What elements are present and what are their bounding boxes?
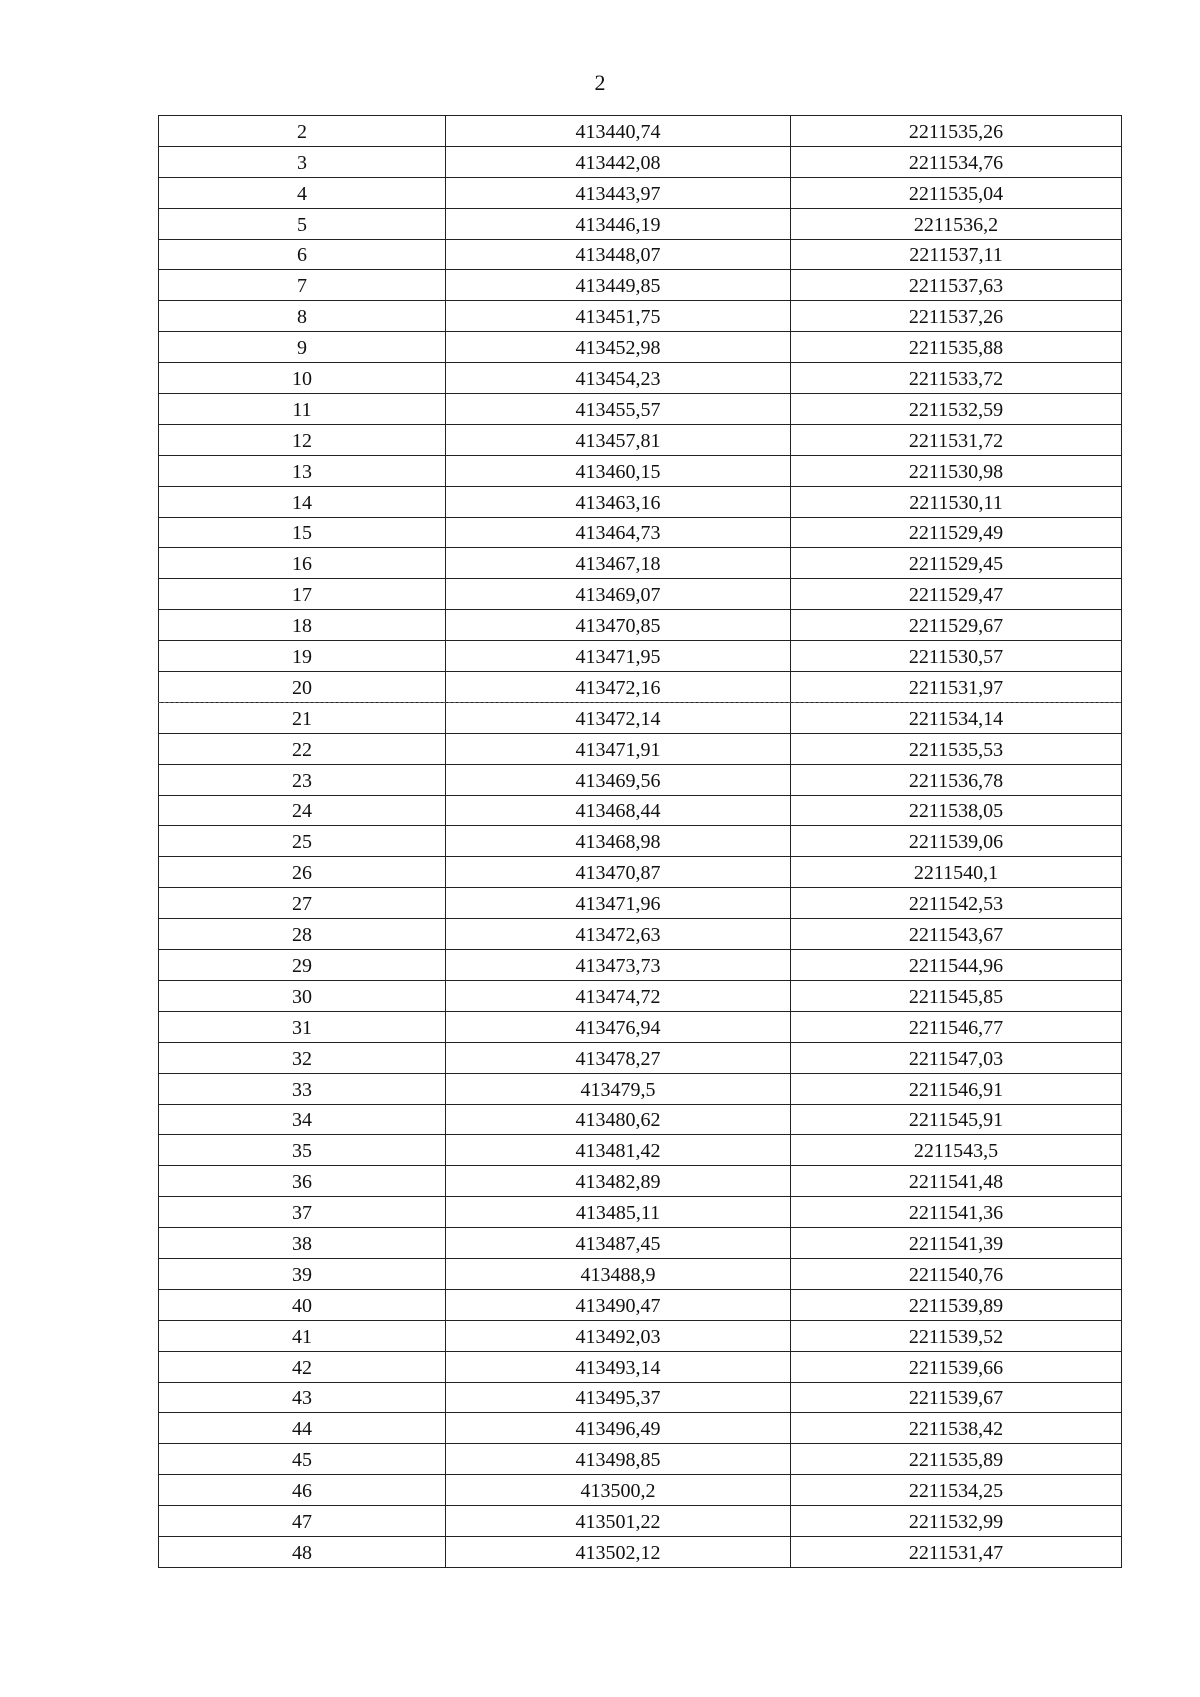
table-row <box>159 1166 1122 1197</box>
point-number-cell: 27 <box>159 888 446 919</box>
x-coordinate-cell: 413470,85 <box>446 610 791 641</box>
point-number-cell: 18 <box>159 610 446 641</box>
table-row <box>159 733 1122 764</box>
point-number-cell: 30 <box>159 980 446 1011</box>
y-coordinate-cell: 2211539,66 <box>791 1351 1122 1382</box>
x-coordinate-cell: 413492,03 <box>446 1320 791 1351</box>
x-coordinate-cell: 413467,18 <box>446 548 791 579</box>
x-coordinate-cell: 413469,07 <box>446 579 791 610</box>
point-number-cell: 35 <box>159 1135 446 1166</box>
table-row <box>159 579 1122 610</box>
point-number-cell: 17 <box>159 579 446 610</box>
y-coordinate-cell: 2211547,03 <box>791 1042 1122 1073</box>
table-row <box>159 1444 1122 1475</box>
table-row <box>159 394 1122 425</box>
table-row <box>159 424 1122 455</box>
point-number-cell: 4 <box>159 177 446 208</box>
x-coordinate-cell: 413464,73 <box>446 517 791 548</box>
y-coordinate-cell: 2211535,53 <box>791 733 1122 764</box>
table-row <box>159 950 1122 981</box>
table-row <box>159 1073 1122 1104</box>
x-coordinate-cell: 413470,87 <box>446 857 791 888</box>
x-coordinate-cell: 413478,27 <box>446 1042 791 1073</box>
y-coordinate-cell: 2211536,2 <box>791 208 1122 239</box>
table-row <box>159 486 1122 517</box>
x-coordinate-cell: 413487,45 <box>446 1228 791 1259</box>
table-row <box>159 888 1122 919</box>
table-row <box>159 1042 1122 1073</box>
x-coordinate-cell: 413455,57 <box>446 394 791 425</box>
table-row <box>159 641 1122 672</box>
x-coordinate-cell: 413454,23 <box>446 363 791 394</box>
table-row <box>159 826 1122 857</box>
y-coordinate-cell: 2211545,85 <box>791 980 1122 1011</box>
y-coordinate-cell: 2211541,39 <box>791 1228 1122 1259</box>
point-number-cell: 36 <box>159 1166 446 1197</box>
x-coordinate-cell: 413488,9 <box>446 1258 791 1289</box>
y-coordinate-cell: 2211535,89 <box>791 1444 1122 1475</box>
y-coordinate-cell: 2211541,48 <box>791 1166 1122 1197</box>
table-row <box>159 764 1122 795</box>
table-row <box>159 1197 1122 1228</box>
point-number-cell: 41 <box>159 1320 446 1351</box>
x-coordinate-cell: 413496,49 <box>446 1413 791 1444</box>
x-coordinate-cell: 413451,75 <box>446 301 791 332</box>
point-number-cell: 24 <box>159 795 446 826</box>
table-row <box>159 455 1122 486</box>
y-coordinate-cell: 2211539,06 <box>791 826 1122 857</box>
y-coordinate-cell: 2211530,98 <box>791 455 1122 486</box>
point-number-cell: 40 <box>159 1289 446 1320</box>
x-coordinate-cell: 413495,37 <box>446 1382 791 1413</box>
y-coordinate-cell: 2211539,52 <box>791 1320 1122 1351</box>
point-number-cell: 14 <box>159 486 446 517</box>
y-coordinate-cell: 2211529,67 <box>791 610 1122 641</box>
x-coordinate-cell: 413463,16 <box>446 486 791 517</box>
table-row <box>159 548 1122 579</box>
y-coordinate-cell: 2211539,67 <box>791 1382 1122 1413</box>
table-row <box>159 919 1122 950</box>
point-number-cell: 3 <box>159 146 446 177</box>
y-coordinate-cell: 2211542,53 <box>791 888 1122 919</box>
point-number-cell: 32 <box>159 1042 446 1073</box>
y-coordinate-cell: 2211538,05 <box>791 795 1122 826</box>
point-number-cell: 10 <box>159 363 446 394</box>
table-row <box>159 208 1122 239</box>
point-number-cell: 47 <box>159 1506 446 1537</box>
table-row <box>159 672 1122 703</box>
point-number-cell: 28 <box>159 919 446 950</box>
page-break-dashed-line <box>158 702 1121 703</box>
y-coordinate-cell: 2211541,36 <box>791 1197 1122 1228</box>
x-coordinate-cell: 413449,85 <box>446 270 791 301</box>
y-coordinate-cell: 2211543,5 <box>791 1135 1122 1166</box>
point-number-cell: 25 <box>159 826 446 857</box>
y-coordinate-cell: 2211546,77 <box>791 1011 1122 1042</box>
page-number: 2 <box>594 70 606 95</box>
x-coordinate-cell: 413446,19 <box>446 208 791 239</box>
y-coordinate-cell: 2211535,26 <box>791 116 1122 147</box>
y-coordinate-cell: 2211537,63 <box>791 270 1122 301</box>
y-coordinate-cell: 2211545,91 <box>791 1104 1122 1135</box>
table-row <box>159 270 1122 301</box>
x-coordinate-cell: 413468,44 <box>446 795 791 826</box>
x-coordinate-cell: 413490,47 <box>446 1289 791 1320</box>
point-number-cell: 5 <box>159 208 446 239</box>
x-coordinate-cell: 413473,73 <box>446 950 791 981</box>
table-row <box>159 610 1122 641</box>
x-coordinate-cell: 413481,42 <box>446 1135 791 1166</box>
y-coordinate-cell: 2211546,91 <box>791 1073 1122 1104</box>
x-coordinate-cell: 413485,11 <box>446 1197 791 1228</box>
table-row <box>159 857 1122 888</box>
x-coordinate-cell: 413493,14 <box>446 1351 791 1382</box>
table-row <box>159 1135 1122 1166</box>
table-row <box>159 517 1122 548</box>
point-number-cell: 9 <box>159 332 446 363</box>
point-number-cell: 37 <box>159 1197 446 1228</box>
point-number-cell: 22 <box>159 733 446 764</box>
point-number-cell: 44 <box>159 1413 446 1444</box>
point-number-cell: 8 <box>159 301 446 332</box>
x-coordinate-cell: 413501,22 <box>446 1506 791 1537</box>
y-coordinate-cell: 2211529,49 <box>791 517 1122 548</box>
point-number-cell: 20 <box>159 672 446 703</box>
x-coordinate-cell: 413471,96 <box>446 888 791 919</box>
table-row <box>159 1536 1122 1567</box>
table-row <box>159 702 1122 733</box>
table-row <box>159 301 1122 332</box>
x-coordinate-cell: 413476,94 <box>446 1011 791 1042</box>
y-coordinate-cell: 2211543,67 <box>791 919 1122 950</box>
table-row <box>159 239 1122 270</box>
table-row <box>159 1506 1122 1537</box>
table-row <box>159 1104 1122 1135</box>
point-number-cell: 7 <box>159 270 446 301</box>
y-coordinate-cell: 2211536,78 <box>791 764 1122 795</box>
x-coordinate-cell: 413440,74 <box>446 116 791 147</box>
point-number-cell: 6 <box>159 239 446 270</box>
y-coordinate-cell: 2211533,72 <box>791 363 1122 394</box>
x-coordinate-cell: 413472,63 <box>446 919 791 950</box>
table-row <box>159 1289 1122 1320</box>
y-coordinate-cell: 2211534,14 <box>791 702 1122 733</box>
y-coordinate-cell: 2211535,04 <box>791 177 1122 208</box>
y-coordinate-cell: 2211538,42 <box>791 1413 1122 1444</box>
point-number-cell: 45 <box>159 1444 446 1475</box>
point-number-cell: 21 <box>159 702 446 733</box>
y-coordinate-cell: 2211532,59 <box>791 394 1122 425</box>
point-number-cell: 48 <box>159 1536 446 1567</box>
x-coordinate-cell: 413452,98 <box>446 332 791 363</box>
y-coordinate-cell: 2211529,45 <box>791 548 1122 579</box>
x-coordinate-cell: 413502,12 <box>446 1536 791 1567</box>
y-coordinate-cell: 2211540,1 <box>791 857 1122 888</box>
point-number-cell: 19 <box>159 641 446 672</box>
point-number-cell: 33 <box>159 1073 446 1104</box>
table-row <box>159 1382 1122 1413</box>
y-coordinate-cell: 2211540,76 <box>791 1258 1122 1289</box>
x-coordinate-cell: 413472,14 <box>446 702 791 733</box>
table-row <box>159 363 1122 394</box>
point-number-cell: 12 <box>159 424 446 455</box>
y-coordinate-cell: 2211535,88 <box>791 332 1122 363</box>
table-row <box>159 1320 1122 1351</box>
point-number-cell: 39 <box>159 1258 446 1289</box>
table-row <box>159 116 1122 147</box>
x-coordinate-cell: 413480,62 <box>446 1104 791 1135</box>
point-number-cell: 11 <box>159 394 446 425</box>
x-coordinate-cell: 413479,5 <box>446 1073 791 1104</box>
coordinates-table-body <box>159 116 1122 1568</box>
table-row <box>159 795 1122 826</box>
point-number-cell: 46 <box>159 1475 446 1506</box>
x-coordinate-cell: 413498,85 <box>446 1444 791 1475</box>
point-number-cell: 31 <box>159 1011 446 1042</box>
coordinates-table <box>158 115 1122 1568</box>
table-row <box>159 980 1122 1011</box>
x-coordinate-cell: 413442,08 <box>446 146 791 177</box>
y-coordinate-cell: 2211529,47 <box>791 579 1122 610</box>
point-number-cell: 38 <box>159 1228 446 1259</box>
y-coordinate-cell: 2211534,76 <box>791 146 1122 177</box>
table-row <box>159 1351 1122 1382</box>
point-number-cell: 2 <box>159 116 446 147</box>
point-number-cell: 15 <box>159 517 446 548</box>
y-coordinate-cell: 2211532,99 <box>791 1506 1122 1537</box>
y-coordinate-cell: 2211530,11 <box>791 486 1122 517</box>
y-coordinate-cell: 2211530,57 <box>791 641 1122 672</box>
table-row <box>159 332 1122 363</box>
y-coordinate-cell: 2211534,25 <box>791 1475 1122 1506</box>
table-row <box>159 146 1122 177</box>
x-coordinate-cell: 413471,95 <box>446 641 791 672</box>
x-coordinate-cell: 413500,2 <box>446 1475 791 1506</box>
table-row <box>159 1258 1122 1289</box>
x-coordinate-cell: 413469,56 <box>446 764 791 795</box>
x-coordinate-cell: 413460,15 <box>446 455 791 486</box>
point-number-cell: 16 <box>159 548 446 579</box>
point-number-cell: 42 <box>159 1351 446 1382</box>
table-row <box>159 177 1122 208</box>
x-coordinate-cell: 413482,89 <box>446 1166 791 1197</box>
point-number-cell: 34 <box>159 1104 446 1135</box>
table-row <box>159 1413 1122 1444</box>
y-coordinate-cell: 2211531,97 <box>791 672 1122 703</box>
x-coordinate-cell: 413457,81 <box>446 424 791 455</box>
table-row <box>159 1228 1122 1259</box>
point-number-cell: 43 <box>159 1382 446 1413</box>
point-number-cell: 23 <box>159 764 446 795</box>
y-coordinate-cell: 2211539,89 <box>791 1289 1122 1320</box>
point-number-cell: 13 <box>159 455 446 486</box>
x-coordinate-cell: 413474,72 <box>446 980 791 1011</box>
x-coordinate-cell: 413443,97 <box>446 177 791 208</box>
y-coordinate-cell: 2211531,72 <box>791 424 1122 455</box>
x-coordinate-cell: 413468,98 <box>446 826 791 857</box>
point-number-cell: 26 <box>159 857 446 888</box>
y-coordinate-cell: 2211531,47 <box>791 1536 1122 1567</box>
y-coordinate-cell: 2211537,11 <box>791 239 1122 270</box>
table-row <box>159 1011 1122 1042</box>
x-coordinate-cell: 413472,16 <box>446 672 791 703</box>
y-coordinate-cell: 2211537,26 <box>791 301 1122 332</box>
y-coordinate-cell: 2211544,96 <box>791 950 1122 981</box>
point-number-cell: 29 <box>159 950 446 981</box>
table-row <box>159 1475 1122 1506</box>
x-coordinate-cell: 413448,07 <box>446 239 791 270</box>
x-coordinate-cell: 413471,91 <box>446 733 791 764</box>
